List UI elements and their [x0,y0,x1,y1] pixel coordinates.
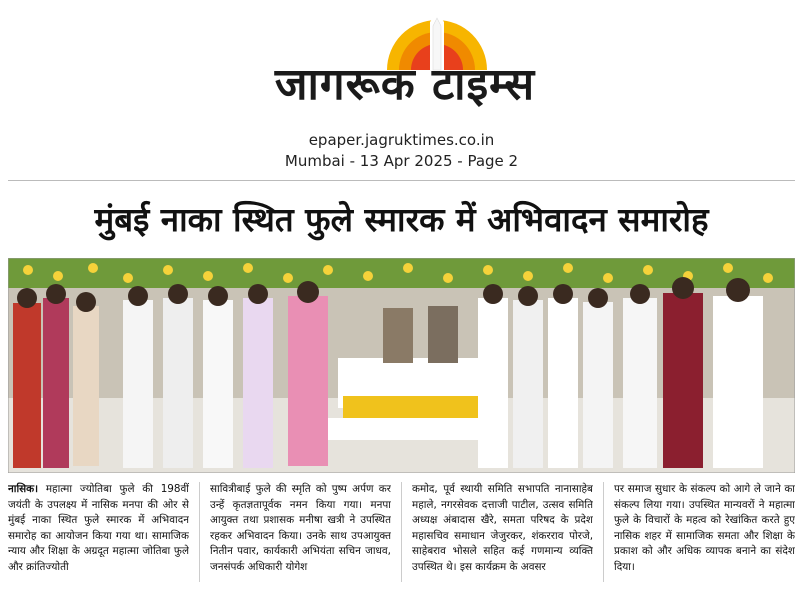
event-photo [8,258,795,473]
edition-info [0,130,803,172]
newspaper-logo [215,8,595,118]
column-divider [401,482,402,582]
article-column-2: सावित्रीबाई फुले की स्मृति को पुष्प अर्पण कर उन्हें कृतज्ञतापूर्वक नमन किया गया। मनपा आयुक्त तथा प्रशासक मनीषा खत्री ने उपस्थित रहकर अभिवादन किया। उनके साथ उपआयुक्त नितीन पवार, कार्यकारी अभियंता सचिन जाधव, जनसंपर्क अधिकारी योगेश [210,483,391,573]
divider [8,180,795,181]
column-divider [199,482,200,582]
column-divider [603,482,604,582]
logo-wordmark: जागरूक टाइम्स [274,59,536,110]
article-headline: मुंबई नाका स्थित फुले स्मारक में अभिवादन समारोह [94,200,709,239]
article-column-3: कमोद, पूर्व स्थायी समिति सभापति नानासाहेब महाले, नगरसेवक दत्ताजी पाटील, उत्सव समिति अध्यक्ष अंबादास खैरे, समता परिषद के प्रदेश महासचिव समाधान जेजुरकर, शंकरराव पोरजे, साहेबराव भोसले सहित कई गणमान्य व्यक्ति उपस्थित थे। इस कार्यक्रम के अवसर [412,483,593,573]
epaper-url[interactable]: epaper.jagruktimes.co.in [308,131,495,149]
article-body [8,482,795,582]
article-dateline: नासिक। [8,483,39,495]
article-column-1 [8,482,189,582]
event-photo-illustration [8,258,795,473]
article-column-4: पर समाज सुधार के संकल्प को आगे ले जाने का संकल्प लिया गया। उपस्थित मान्यवरों ने महात्मा फुले के विचारों के महत्व को रेखांकित करते हुए नासिक शहर में सामाजिक समता और शिक्षा के प्रकाश को और अधिक व्यापक बनाने का संदेश दिया। [614,483,795,573]
article-column-1-text: महात्मा ज्योतिबा फुले की 198वीं जयंती के उपलक्ष्य में नासिक मनपा की ओर से मुंबई नाका स्थित फुले स्मारक में अभिवादन समारोह का आयोजन किया गया था। सामाजिक न्याय और शिक्षा के अग्रदूत महात्मा जोतिबा फुले और क्रांतिज्योती [8,483,189,573]
edition-date-page: Mumbai - 13 Apr 2025 - Page 2 [284,152,519,170]
masthead [0,0,803,180]
